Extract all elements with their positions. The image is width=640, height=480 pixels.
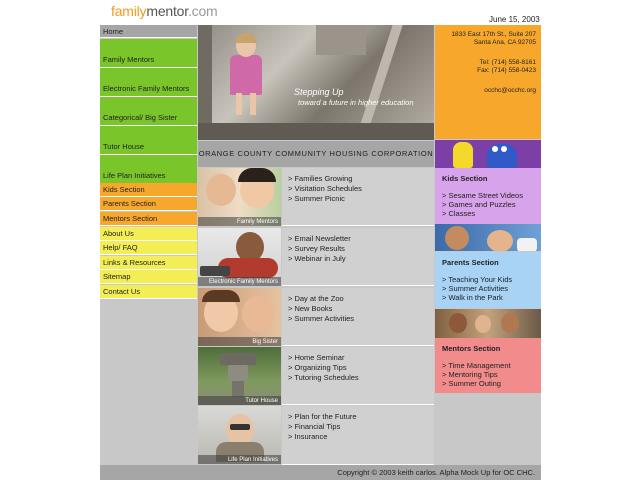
hero-beam	[316, 25, 366, 55]
row-link[interactable]: > Day at the Zoo	[288, 294, 344, 303]
photo-face	[487, 230, 513, 251]
row-link[interactable]: > Plan for the Future	[288, 412, 357, 421]
tutor-house-photo	[198, 347, 281, 405]
row-link[interactable]: > Organizing Tips	[288, 363, 347, 372]
row-link[interactable]: > Financial Tips	[288, 422, 341, 431]
footer-bar	[100, 465, 541, 480]
logo-part-mentor: mentor	[146, 3, 188, 19]
row-link[interactable]: > Home Seminar	[288, 353, 345, 362]
yellow-character	[453, 142, 473, 168]
nav-parents-section[interactable]: Parents Section	[100, 197, 197, 211]
address-city: Santa Ana, CA 92705	[473, 39, 536, 46]
page-date: June 15, 2003	[489, 15, 540, 24]
hero-slide-base	[198, 123, 434, 140]
kids-section-title[interactable]: Kids Section	[442, 174, 488, 183]
logo-part-family: family	[111, 3, 147, 19]
nav-electronic-family-mentors[interactable]: Electronic Family Mentors	[100, 68, 197, 97]
nav-sitemap[interactable]: Sitemap	[100, 270, 197, 284]
character-eye	[492, 146, 498, 152]
mentors-link[interactable]: > Mentoring Tips	[442, 370, 498, 379]
photo-glasses	[230, 424, 250, 430]
nav-mentors-section[interactable]: Mentors Section	[100, 212, 197, 226]
hero-subtagline: toward a future in higher education	[298, 98, 414, 107]
photo-lantern-top	[220, 353, 256, 365]
nav-help-faq[interactable]: Help/ FAQ	[100, 241, 197, 255]
mentors-link[interactable]: > Summer Outing	[442, 379, 501, 388]
left-nav	[100, 25, 197, 465]
logo-part-com: .com	[187, 3, 218, 19]
nav-home[interactable]: Home	[100, 25, 197, 38]
nav-about-us[interactable]: About Us	[100, 227, 197, 241]
contact-address-box	[435, 25, 541, 139]
row-link[interactable]: > Webinar in July	[288, 254, 346, 263]
child-hair	[235, 33, 257, 43]
kids-link[interactable]: > Classes	[442, 209, 476, 218]
mentors-section-title[interactable]: Mentors Section	[442, 344, 501, 353]
photo-face	[206, 174, 236, 206]
right-column-filler	[435, 393, 541, 465]
address-tel: Tel: (714) 558-8161	[479, 59, 536, 66]
big-sister-links	[282, 288, 434, 346]
address-street: 1833 East 17th St., Suite 207	[451, 31, 536, 38]
child-leg	[236, 93, 242, 115]
row-link[interactable]: > Email Newsletter	[288, 234, 351, 243]
row-link[interactable]: > Families Growing	[288, 174, 353, 183]
photo-shirt	[517, 238, 537, 251]
row-link[interactable]: > New Books	[288, 304, 333, 313]
kids-link[interactable]: > Games and Puzzles	[442, 200, 516, 209]
org-name-bar: ORANGE COUNTY COMMUNITY HOUSING CORPORATION	[198, 141, 434, 167]
row-link[interactable]: > Survey Results	[288, 244, 345, 253]
copyright-text: Copyright © 2003 keith carlos. Alpha Mock Up for OC CHC.	[337, 468, 535, 477]
site-logo[interactable]	[111, 3, 218, 19]
nav-tutor-house[interactable]: Tutor House	[100, 126, 197, 155]
nav-categorical-big-sister[interactable]: Categorical/ Big Sister	[100, 97, 197, 126]
kids-characters-image	[435, 140, 541, 168]
photo-face	[242, 296, 274, 332]
life-plan-initiatives-links	[282, 406, 434, 465]
nav-life-plan-initiatives[interactable]: Life Plan Initiatives	[100, 155, 197, 184]
child-dress	[230, 55, 262, 95]
row-caption: Life Plan Initiatives	[227, 457, 278, 463]
row-caption: Big Sister	[252, 339, 278, 345]
row-link[interactable]: > Summer Picnic	[288, 194, 345, 203]
nav-kids-section[interactable]: Kids Section	[100, 183, 197, 197]
tutor-house-links	[282, 347, 434, 405]
mentors-section	[435, 338, 541, 393]
parents-link[interactable]: > Teaching Your Kids	[442, 275, 513, 284]
photo-hair	[238, 168, 276, 182]
mentors-photo	[435, 309, 541, 338]
row-caption: Tutor House	[245, 398, 278, 404]
family-mentors-photo	[198, 168, 281, 226]
hero-tagline: Stepping Up	[294, 87, 344, 97]
electronic-family-mentors-photo	[198, 228, 281, 286]
row-link[interactable]: > Summer Activities	[288, 314, 355, 323]
parents-photo	[435, 224, 541, 251]
row-link[interactable]: > Tutoring Schedules	[288, 373, 359, 382]
address-email[interactable]: occhc@occhc.org	[484, 87, 536, 94]
parents-link[interactable]: > Walk in the Park	[442, 293, 503, 302]
family-mentors-links	[282, 168, 434, 226]
nav-links-resources[interactable]: Links & Resources	[100, 256, 197, 270]
character-eye	[501, 146, 507, 152]
photo-lantern-body	[228, 365, 248, 381]
photo-hair	[202, 290, 240, 302]
parents-link[interactable]: > Summer Activities	[442, 284, 509, 293]
address-fax: Fax: (714) 558-0423	[477, 67, 536, 74]
parents-section-title[interactable]: Parents Section	[442, 258, 499, 267]
photo-face	[449, 313, 467, 333]
mentors-link[interactable]: > Time Management	[442, 361, 511, 370]
child-leg	[250, 93, 256, 115]
photo-lantern-post	[232, 381, 244, 397]
row-link[interactable]: > Insurance	[288, 432, 328, 441]
kids-link[interactable]: > Sesame Street Videos	[442, 191, 523, 200]
electronic-family-mentors-links	[282, 228, 434, 286]
big-sister-photo	[198, 288, 281, 346]
row-caption: Family Mentors	[236, 219, 278, 225]
row-caption: Electronic Family Mentors	[208, 279, 278, 285]
photo-laptop	[200, 266, 230, 276]
hero-child-figure	[226, 35, 266, 115]
photo-face	[501, 313, 519, 333]
photo-face	[445, 226, 469, 250]
hero-banner	[198, 25, 434, 140]
kids-section	[435, 168, 541, 224]
life-plan-initiatives-photo	[198, 406, 281, 464]
nav-contact-us[interactable]: Contact Us	[100, 285, 197, 299]
parents-section	[435, 252, 541, 308]
nav-family-mentors[interactable]: Family Mentors	[100, 39, 197, 68]
row-link[interactable]: > Visitation Schedules	[288, 184, 362, 193]
photo-face	[475, 315, 491, 333]
